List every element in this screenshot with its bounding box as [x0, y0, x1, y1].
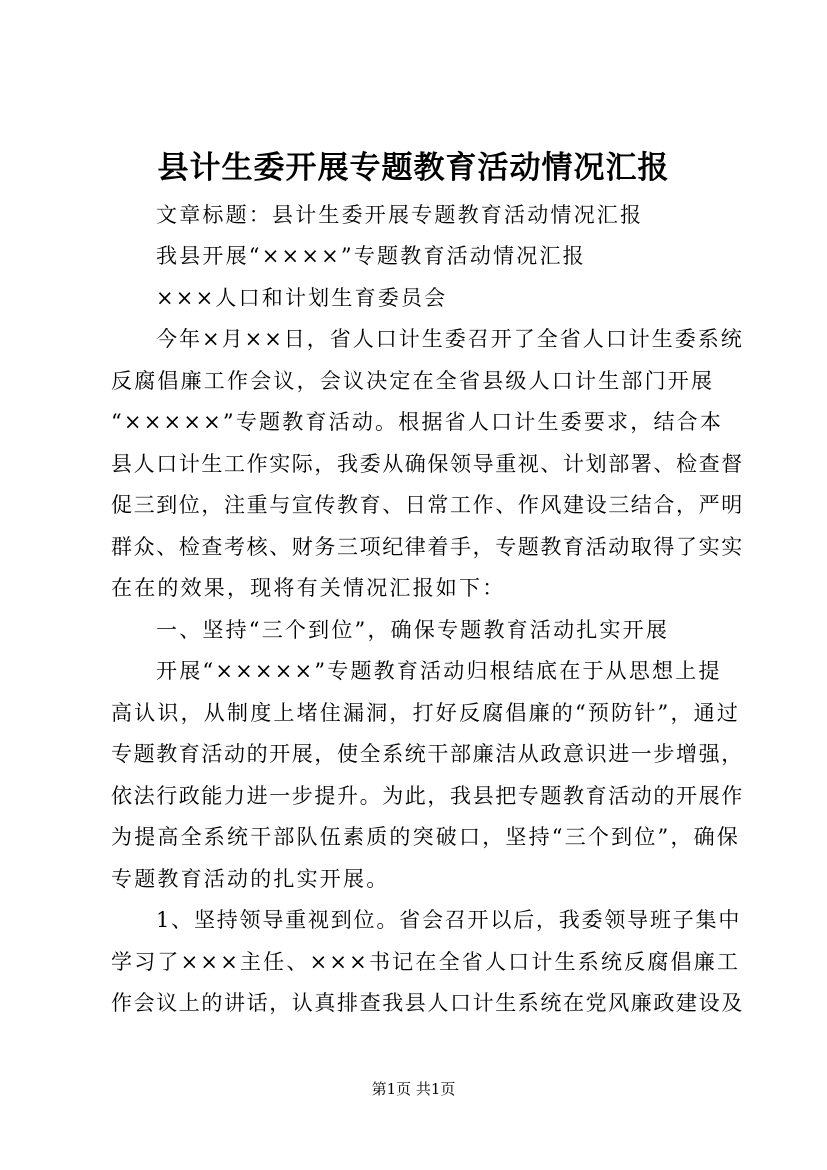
body-line: 学习了×××主任、×××书记在全省人口计生系统反腐倡廉工 [111, 950, 741, 974]
body-line: 专题教育活动的开展，使全系统干部廉洁从政意识进一步增强， [111, 742, 744, 766]
subtitle-line: 我县开展“××××”专题教育活动情况汇报 [156, 244, 586, 268]
body-line: 1、坚持领导重视到位。省会召开以后，我委领导班子集中 [156, 908, 742, 932]
body-line: 群众、检查考核、财务三项纪律着手，专题教育活动取得了实实 [111, 535, 744, 559]
body-line: 反腐倡廉工作会议，会议决定在全省县级人口计生部门开展 [111, 369, 715, 393]
body-line: 专题教育活动的扎实开展。 [111, 867, 390, 891]
body-line: 县人口计生工作实际，我委从确保领导重视、计划部署、检查督 [111, 452, 744, 476]
body-line: 为提高全系统干部队伍素质的突破口，坚持“三个到位”，确保 [111, 825, 741, 849]
section-heading: 一、坚持“三个到位”，确保专题教育活动扎实开展 [156, 618, 670, 642]
body-line: 促三到位，注重与宣传教育、日常工作、作风建设三结合，严明 [111, 493, 744, 517]
author-line: ×××人口和计划生育委员会 [156, 286, 448, 310]
body-line: 开展“×××××”专题教育活动归根结底在于从思想上提 [156, 659, 722, 683]
body-line: “×××××”专题教育活动。根据省人口计生委要求，结合本 [111, 410, 724, 434]
body-line: 今年×月××日，省人口计生委召开了全省人口计生委系统 [156, 327, 744, 351]
page-number-footer: 第1页 共1页 [371, 1080, 456, 1098]
document-title: 县计生委开展专题教育活动情况汇报 [157, 150, 670, 186]
body-line: 高认识，从制度上堵住漏洞，打好反腐倡廉的“预防针”，通过 [111, 701, 741, 725]
article-title-line: 文章标题：县计生委开展专题教育活动情况汇报 [156, 203, 644, 227]
body-line: 作会议上的讲话，认真排查我县人口计生系统在党风廉政建设及 [111, 991, 744, 1015]
body-line: 在在的效果，现将有关情况汇报如下： [111, 576, 506, 600]
body-line: 依法行政能力进一步提升。为此，我县把专题教育活动的开展作 [111, 784, 744, 808]
